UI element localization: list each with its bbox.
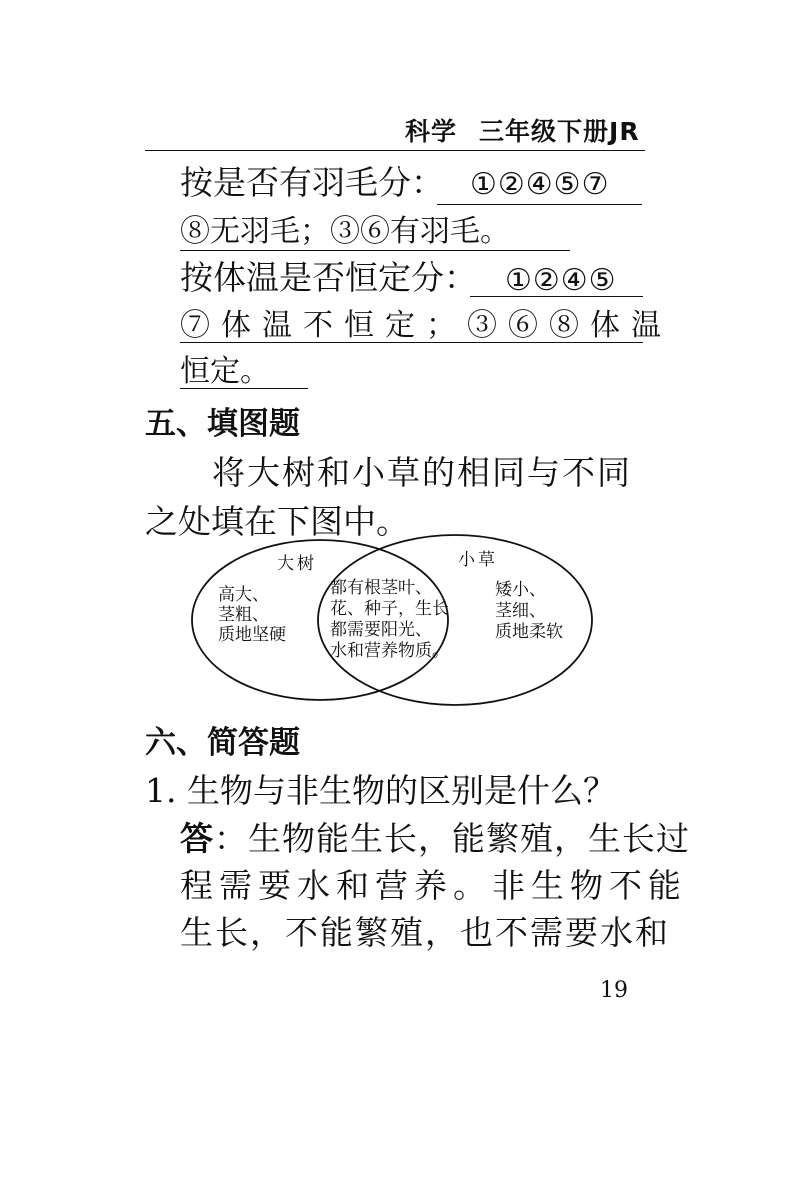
page-number: 19 xyxy=(600,978,628,1003)
temperature-underline-3 xyxy=(180,388,308,389)
temperature-underline-2 xyxy=(180,342,643,343)
answer-line-2: 程需要水和营养。非生物不能 xyxy=(180,866,687,905)
venn-left-item: 高大、 xyxy=(218,585,269,605)
venn-right-item: 质地柔软 xyxy=(495,622,563,642)
section5-title: 五、填图题 xyxy=(145,406,300,442)
venn-middle-item: 都需要阳光、 xyxy=(330,620,432,640)
venn-right-item: 矮小、 xyxy=(495,580,546,600)
question-1: 1. 生物与非生物的区别是什么？ xyxy=(145,771,616,810)
answer-prefix: 答 xyxy=(180,819,214,858)
feathers-underline-2 xyxy=(180,250,570,251)
feathers-label: 按是否有羽毛分： xyxy=(180,163,444,202)
header-grade: 三年级下册 xyxy=(479,117,610,146)
answer-line-1: 答：生物能生长，能繁殖，生长过 xyxy=(180,819,690,858)
venn-right-list xyxy=(495,580,563,643)
venn-left-list xyxy=(218,585,286,645)
venn-middle-list xyxy=(330,578,449,662)
section5-instruction-1: 将大树和小草的相同与不同 xyxy=(212,453,632,492)
temperature-answer-3: 恒定。 xyxy=(180,354,270,389)
header-edition: JR xyxy=(609,117,640,146)
answer-line-3: 生长，不能繁殖，也不需要水和 xyxy=(180,913,670,952)
venn-left-title: 大树 xyxy=(277,554,317,574)
temperature-answer-1: ①②④⑤ xyxy=(505,263,617,298)
venn-middle-item: 都有根茎叶、 xyxy=(330,578,432,598)
header-divider xyxy=(145,150,645,151)
section5-instruction-2: 之处填在下图中。 xyxy=(145,502,409,541)
feathers-underline-1 xyxy=(437,204,642,205)
temperature-underline-1 xyxy=(470,296,643,297)
venn-middle-item: 水和营养物质。 xyxy=(330,641,449,661)
venn-middle-item: 花、种子，生长 xyxy=(330,599,449,619)
temperature-label: 按体温是否恒定分： xyxy=(180,258,477,297)
page-header xyxy=(405,112,640,148)
section6-title: 六、简答题 xyxy=(145,725,300,761)
temperature-answer-2: ⑦体温不恒定；③⑥⑧体温 xyxy=(180,308,672,343)
feathers-answer-2: ⑧无羽毛；③⑥有羽毛。 xyxy=(180,214,510,249)
venn-left-item: 茎粗、 xyxy=(218,605,269,625)
venn-right-title: 小草 xyxy=(458,550,498,570)
venn-left-item: 质地坚硬 xyxy=(218,625,286,645)
feathers-answer-1: ①②④⑤⑦ xyxy=(470,167,610,202)
header-subject: 科学 xyxy=(405,117,458,146)
venn-right-item: 茎细、 xyxy=(495,601,546,621)
